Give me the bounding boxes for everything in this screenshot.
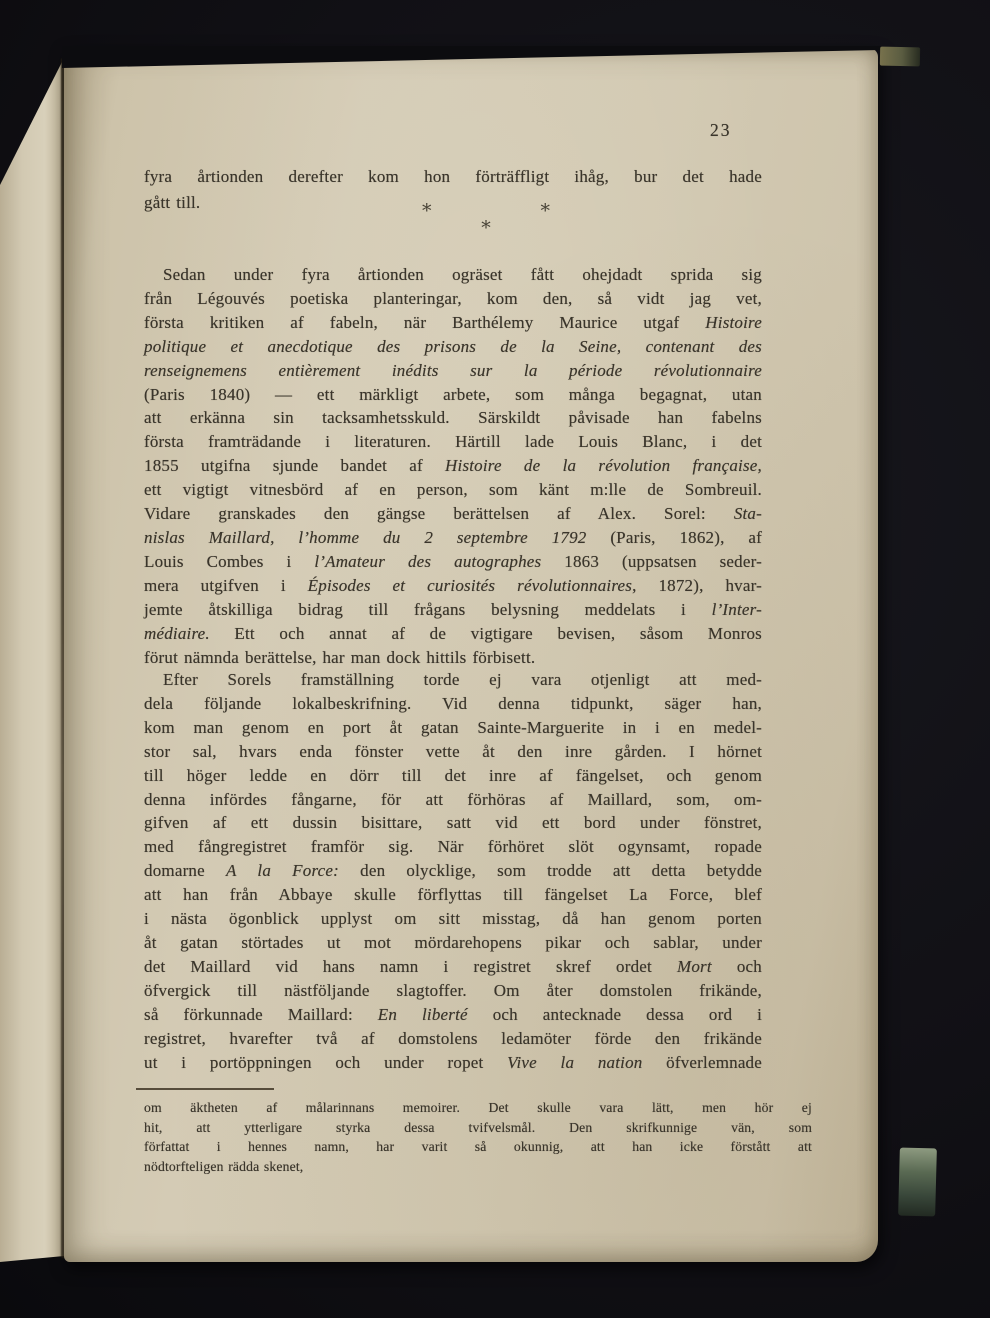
- text-segment: (Paris 1840) — ett märkligt arbete, som många begagnat, utan: [144, 384, 762, 404]
- text-segment: 1855 utgifna sjunde bandet af: [144, 456, 446, 476]
- italic-text-segment: Histoire de la révolution française,: [445, 456, 762, 476]
- body-paragraph: [144, 263, 762, 669]
- text-line: [144, 478, 762, 502]
- text-line: [144, 883, 762, 907]
- italic-text-segment: Vive la nation: [507, 1052, 643, 1072]
- text-line: [144, 907, 762, 931]
- text-line: [144, 335, 762, 359]
- text-segment: domarne: [144, 861, 227, 881]
- text-segment: Louis Combes i: [144, 551, 315, 571]
- text-segment: och antecknade dessa ord i: [467, 1004, 762, 1024]
- text-line: [144, 359, 762, 383]
- italic-text-segment: En liberté: [377, 1004, 468, 1024]
- text-line: [144, 979, 762, 1003]
- text-segment: registret, hvarefter två af domstolens ledamöter förde den frikände: [144, 1028, 762, 1048]
- text-segment: att erkänna sin tacksamhetsskuld. Särskildt påvisade han fabelns: [144, 408, 762, 428]
- book-cover-bottom-edge: [898, 1148, 937, 1217]
- text-segment: så förkunnade Maillard:: [144, 1004, 378, 1024]
- text-segment: Efter Sorels framställning torde ej vara otjenligt att med-: [163, 670, 762, 689]
- italic-text-segment: médiaire.: [144, 623, 210, 643]
- text-line: [144, 1027, 762, 1051]
- italic-text-segment: nislas Maillard, l’homme du 2 septembre 1792: [144, 527, 587, 547]
- text-segment: fyra årtionden derefter kom hon förträffligt ihåg, bur det hade: [144, 167, 762, 186]
- text-segment: öfvergick till nästföljande slagtoffer. Om åter domstolen frikände,: [144, 980, 762, 1000]
- text-line: [144, 716, 762, 740]
- italic-text-segment: l’Amateur des autographes: [314, 551, 542, 571]
- text-segment: Vidare granskades den gängse berättelsen af Alex. Sorel:: [144, 504, 734, 524]
- text-line: [144, 1098, 812, 1118]
- text-segment: åt gatan störtades ut mot mördarehopens pikar och sablar, under: [144, 932, 762, 952]
- asterism-bottom-row: [416, 217, 556, 239]
- text-segment: om äktheten af målarinnans memoirer. Det skulle vara lätt, men hör ej: [144, 1100, 812, 1115]
- footnote-paragraph: [144, 1098, 812, 1176]
- text-line: [144, 622, 762, 646]
- italic-text-segment: Mort: [677, 956, 712, 976]
- text-line: [144, 287, 762, 311]
- text-segment: att han från Abbaye skulle förflyttas till fängelset La Force, blef: [144, 885, 762, 905]
- text-segment: kom man genom en port åt gatan Sainte-Marguerite in i en medel-: [144, 717, 762, 737]
- text-segment: , 1872), hvar-: [632, 575, 762, 595]
- text-line: [144, 454, 762, 478]
- text-segment: ett vigtigt vitnesbörd af en person, som känt m:lle de Sombreuil.: [144, 480, 762, 500]
- text-segment: det Maillard vid hans namn i registret skref ordet: [144, 956, 677, 976]
- text-segment: Ett och annat af de vigtigare bevisen, såsom Monros: [209, 623, 762, 643]
- text-line: [144, 430, 762, 454]
- text-line: [144, 931, 762, 955]
- text-segment: 1863 (uppsatsen seder-: [541, 551, 763, 571]
- text-line: [144, 740, 762, 764]
- italic-text-segment: l’Inter-: [711, 599, 762, 619]
- italic-text-segment: Histoire: [705, 312, 762, 332]
- text-line: [144, 859, 762, 883]
- text-line: [144, 598, 762, 622]
- text-line: [144, 1118, 812, 1138]
- asterisk-icon: *: [481, 217, 491, 239]
- text-line: [144, 526, 762, 550]
- text-segment: gifven af ett dussin bisittare, satt vid ett bord under fönstret,: [144, 813, 762, 833]
- text-segment: Sedan under fyra årtionden ogräset fått ohejdadt sprida sig: [163, 265, 762, 284]
- text-segment: med fångregistret framför sig. När förhöret slöt ogynsamt, ropade: [144, 837, 762, 857]
- text-segment: första framträdande i literaturen. Härtill lade Louis Blanc, i det: [144, 432, 762, 452]
- text-line: [144, 383, 762, 407]
- text-line: [144, 574, 762, 598]
- text-line: [144, 692, 762, 716]
- text-line: [144, 1051, 762, 1075]
- italic-text-segment: renseignemens entièrement inédits sur la période révolutionnaire: [144, 360, 762, 380]
- text-segment: denna infördes fångarne, för att förhöras af Maillard, som, om-: [144, 789, 762, 809]
- text-line: [144, 502, 762, 526]
- text-segment: den olycklige, som trodde att detta betydde: [339, 861, 763, 881]
- page-number: 23: [710, 120, 732, 140]
- text-segment: författat i hennes namn, har varit så okunnig, att han icke förstått att: [144, 1139, 812, 1155]
- text-segment: förut nämnda berättelse, har man dock hittils förbisett.: [144, 647, 536, 667]
- text-line: [144, 835, 762, 859]
- text-line: [144, 406, 762, 430]
- text-segment: och: [711, 956, 762, 976]
- footnote-rule: [136, 1088, 274, 1090]
- text-line: [144, 1137, 812, 1157]
- text-segment: nödtorfteligen rädda skenet,: [144, 1158, 304, 1174]
- text-segment: (Paris, 1862), af: [586, 527, 762, 547]
- text-line: [144, 1157, 812, 1177]
- text-segment: jemte åtskilliga bidrag till frågans belysning meddelats i: [144, 599, 712, 619]
- asterism-separator: [416, 200, 556, 239]
- text-line: [144, 311, 762, 335]
- italic-text-segment: Épisodes et curiosités révolutionnaires: [307, 575, 633, 595]
- text-line: [144, 646, 762, 670]
- text-segment: mera utgifven i: [144, 575, 308, 595]
- body-paragraph: [144, 668, 762, 1074]
- text-segment: gått till.: [144, 192, 201, 212]
- text-line: [144, 668, 762, 692]
- text-line: [144, 955, 762, 979]
- text-line: [144, 1003, 762, 1027]
- adjacent-page-edge: [0, 50, 64, 1268]
- text-line: [144, 263, 762, 287]
- text-segment: öfverlemnade: [642, 1052, 763, 1072]
- text-segment: från Légouvés poetiska planteringar, kom den, så vidt jag vet,: [144, 288, 762, 308]
- text-segment: till höger ledde en dörr till det inre af fängelset, och genom: [144, 765, 762, 785]
- italic-text-segment: politique et anecdotique des prisons de la Seine, contenant des: [144, 336, 762, 356]
- text-line: [144, 164, 762, 190]
- text-segment: hit, att ytterligare styrka dessa tvifvelsmål. Den skrifkunnige vän, som: [144, 1119, 812, 1135]
- text-line: [144, 788, 762, 812]
- text-segment: dela följande lokalbeskrifning. Vid denna tidpunkt, säger han,: [144, 693, 762, 713]
- text-segment: stor sal, hvars enda fönster vette åt den inre gården. I hörnet: [144, 741, 762, 761]
- text-line: [144, 550, 762, 574]
- text-line: [144, 811, 762, 835]
- text-segment: första kritiken af fabeln, när Barthélemy Maurice utgaf: [144, 312, 706, 332]
- asterisk-icon: *: [540, 200, 550, 222]
- asterisk-icon: *: [422, 200, 432, 222]
- text-segment: i nästa ögonblick upplyst om sitt misstag, då han genom porten: [144, 909, 762, 929]
- italic-text-segment: A la Force:: [226, 861, 340, 881]
- text-line: [144, 764, 762, 788]
- book-page: [64, 48, 878, 1262]
- italic-text-segment: Sta-: [733, 504, 762, 524]
- text-segment: ut i portöppningen och under ropet: [144, 1052, 508, 1072]
- book-cover-top-edge: [880, 47, 920, 67]
